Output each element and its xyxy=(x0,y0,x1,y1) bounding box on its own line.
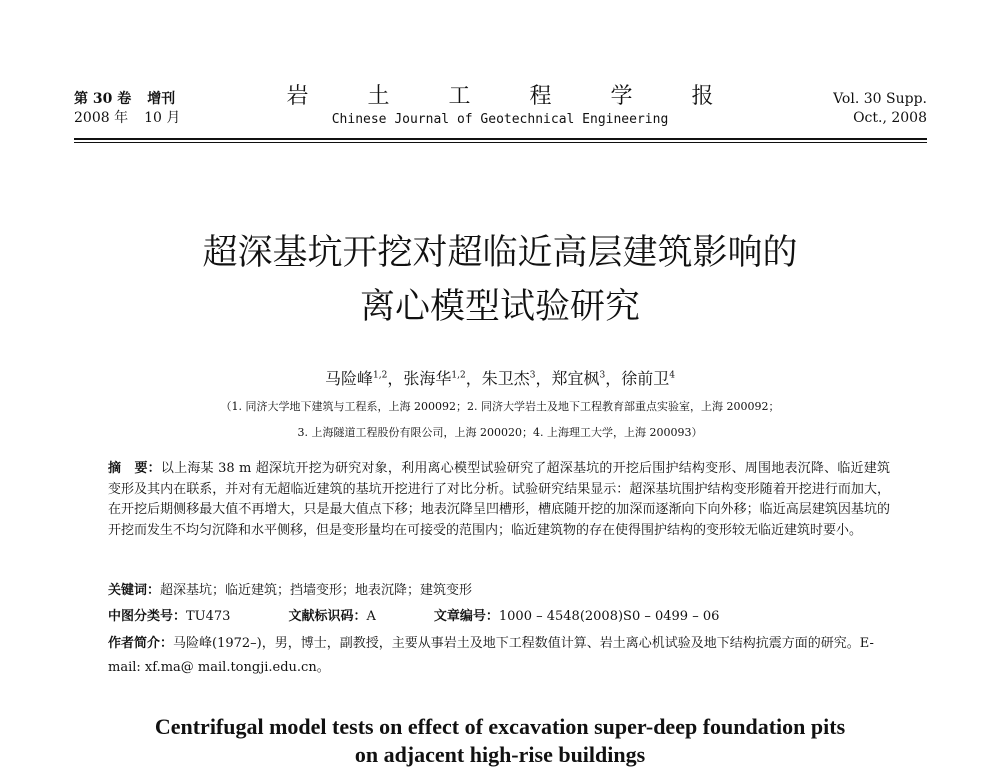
author-name: 徐前卫 xyxy=(621,369,670,388)
date-en: Oct., 2008 xyxy=(853,110,927,126)
bio-text: 马险峰(1972–)，男，博士，副教授，主要从事岩土及地下工程数值计算、岩土离心机试验及地下结构抗震方面的研究。E-mail: xf.ma@ mail.tongji.edu.cn。 xyxy=(108,636,874,675)
author-name: 郑宜枫 xyxy=(551,369,600,388)
keywords xyxy=(108,581,890,601)
header-rule-thin xyxy=(74,142,927,143)
header-rule-thick xyxy=(74,138,927,140)
clc-code: 中图分类号：TU473 xyxy=(108,609,231,624)
author-separator: ， xyxy=(387,369,404,388)
abstract-label: 摘 要： xyxy=(108,461,161,476)
article-number: 文章编号：1000 – 4548(2008)S0 – 0499 – 06 xyxy=(433,609,720,624)
english-title xyxy=(0,713,1000,769)
abstract xyxy=(108,459,890,541)
title-line-2: 离心模型试验研究 xyxy=(359,287,640,327)
title-line-1: 超深基坑开挖对超临近高层建筑影响的 xyxy=(202,233,798,273)
author-list xyxy=(0,366,1000,389)
keywords-label: 关键词： xyxy=(108,583,161,598)
bio-label: 作者简介： xyxy=(108,636,174,651)
author-affiliation-mark: 3 xyxy=(599,370,606,381)
author-affiliation-mark: 4 xyxy=(669,370,675,381)
english-title-line-2: on adjacent high-rise buildings xyxy=(354,742,646,767)
affiliation-line-2: 3. 上海隧道工程股份有限公司，上海 200020；4. 上海理工大学，上海 200093） xyxy=(297,426,703,439)
english-title-line-1: Centrifugal model tests on effect of excavation super-deep foundation pits xyxy=(154,714,846,739)
issue-label: 增刊 xyxy=(147,91,176,107)
classification-line xyxy=(108,607,890,627)
author-affiliation-mark: 1,2 xyxy=(373,370,388,381)
article-title xyxy=(0,226,1000,334)
volume-en: Vol. 30 Supp. xyxy=(833,91,927,107)
author-separator: ， xyxy=(605,369,622,388)
year-label: 2008 年 xyxy=(74,110,129,126)
volume-label: 第 30 卷 xyxy=(74,91,132,107)
author-name: 马险峰 xyxy=(325,369,374,388)
document-code: 文献标识码：A xyxy=(288,609,376,624)
affiliation-line-1: （1. 同济大学地下建筑与工程系，上海 200092；2. 同济大学岩土及地下工程教育部重点实验室，上海 200092； xyxy=(220,400,780,413)
header-right xyxy=(833,90,927,128)
author-name: 张海华 xyxy=(403,369,452,388)
keywords-text: 超深基坑；临近建筑；挡墙变形；地表沉降；建筑变形 xyxy=(160,583,473,598)
author-separator: ， xyxy=(465,369,482,388)
author-separator: ， xyxy=(535,369,552,388)
month-label: 10 月 xyxy=(144,110,181,126)
abstract-text: 以上海某 38 m 超深坑开挖为研究对象，利用离心模型试验研究了超深基坑的开挖后围护结构变形、周围地表沉降、临近建筑变形及其内在联系，并对有无超临近建筑的基坑开挖进行了对比分析。试验研究结果显示：超深基坑围护结构变形随着开挖进行而加大，在开挖后期侧移最大值不再增大，只是最大值点下移；地表沉降呈凹槽形，槽底随开挖的加深而逐渐向下向外移；临近高层建筑因基坑的开挖而发生不均匀沉降和水平侧移，但是变形量均在可接受的范围内；临近建筑物的存在使得围护结构的变形较无临近建筑时要小。 xyxy=(108,461,890,538)
author-bio xyxy=(108,632,890,680)
author-name: 朱卫杰 xyxy=(481,369,530,388)
journal-name-en: Chinese Journal of Geotechnical Engineering xyxy=(331,112,669,127)
author-affiliation-mark: 1,2 xyxy=(451,370,466,381)
journal-name-cn: 岩 土 工 程 学 报 xyxy=(286,84,740,109)
author-affiliation-mark: 3 xyxy=(529,370,536,381)
